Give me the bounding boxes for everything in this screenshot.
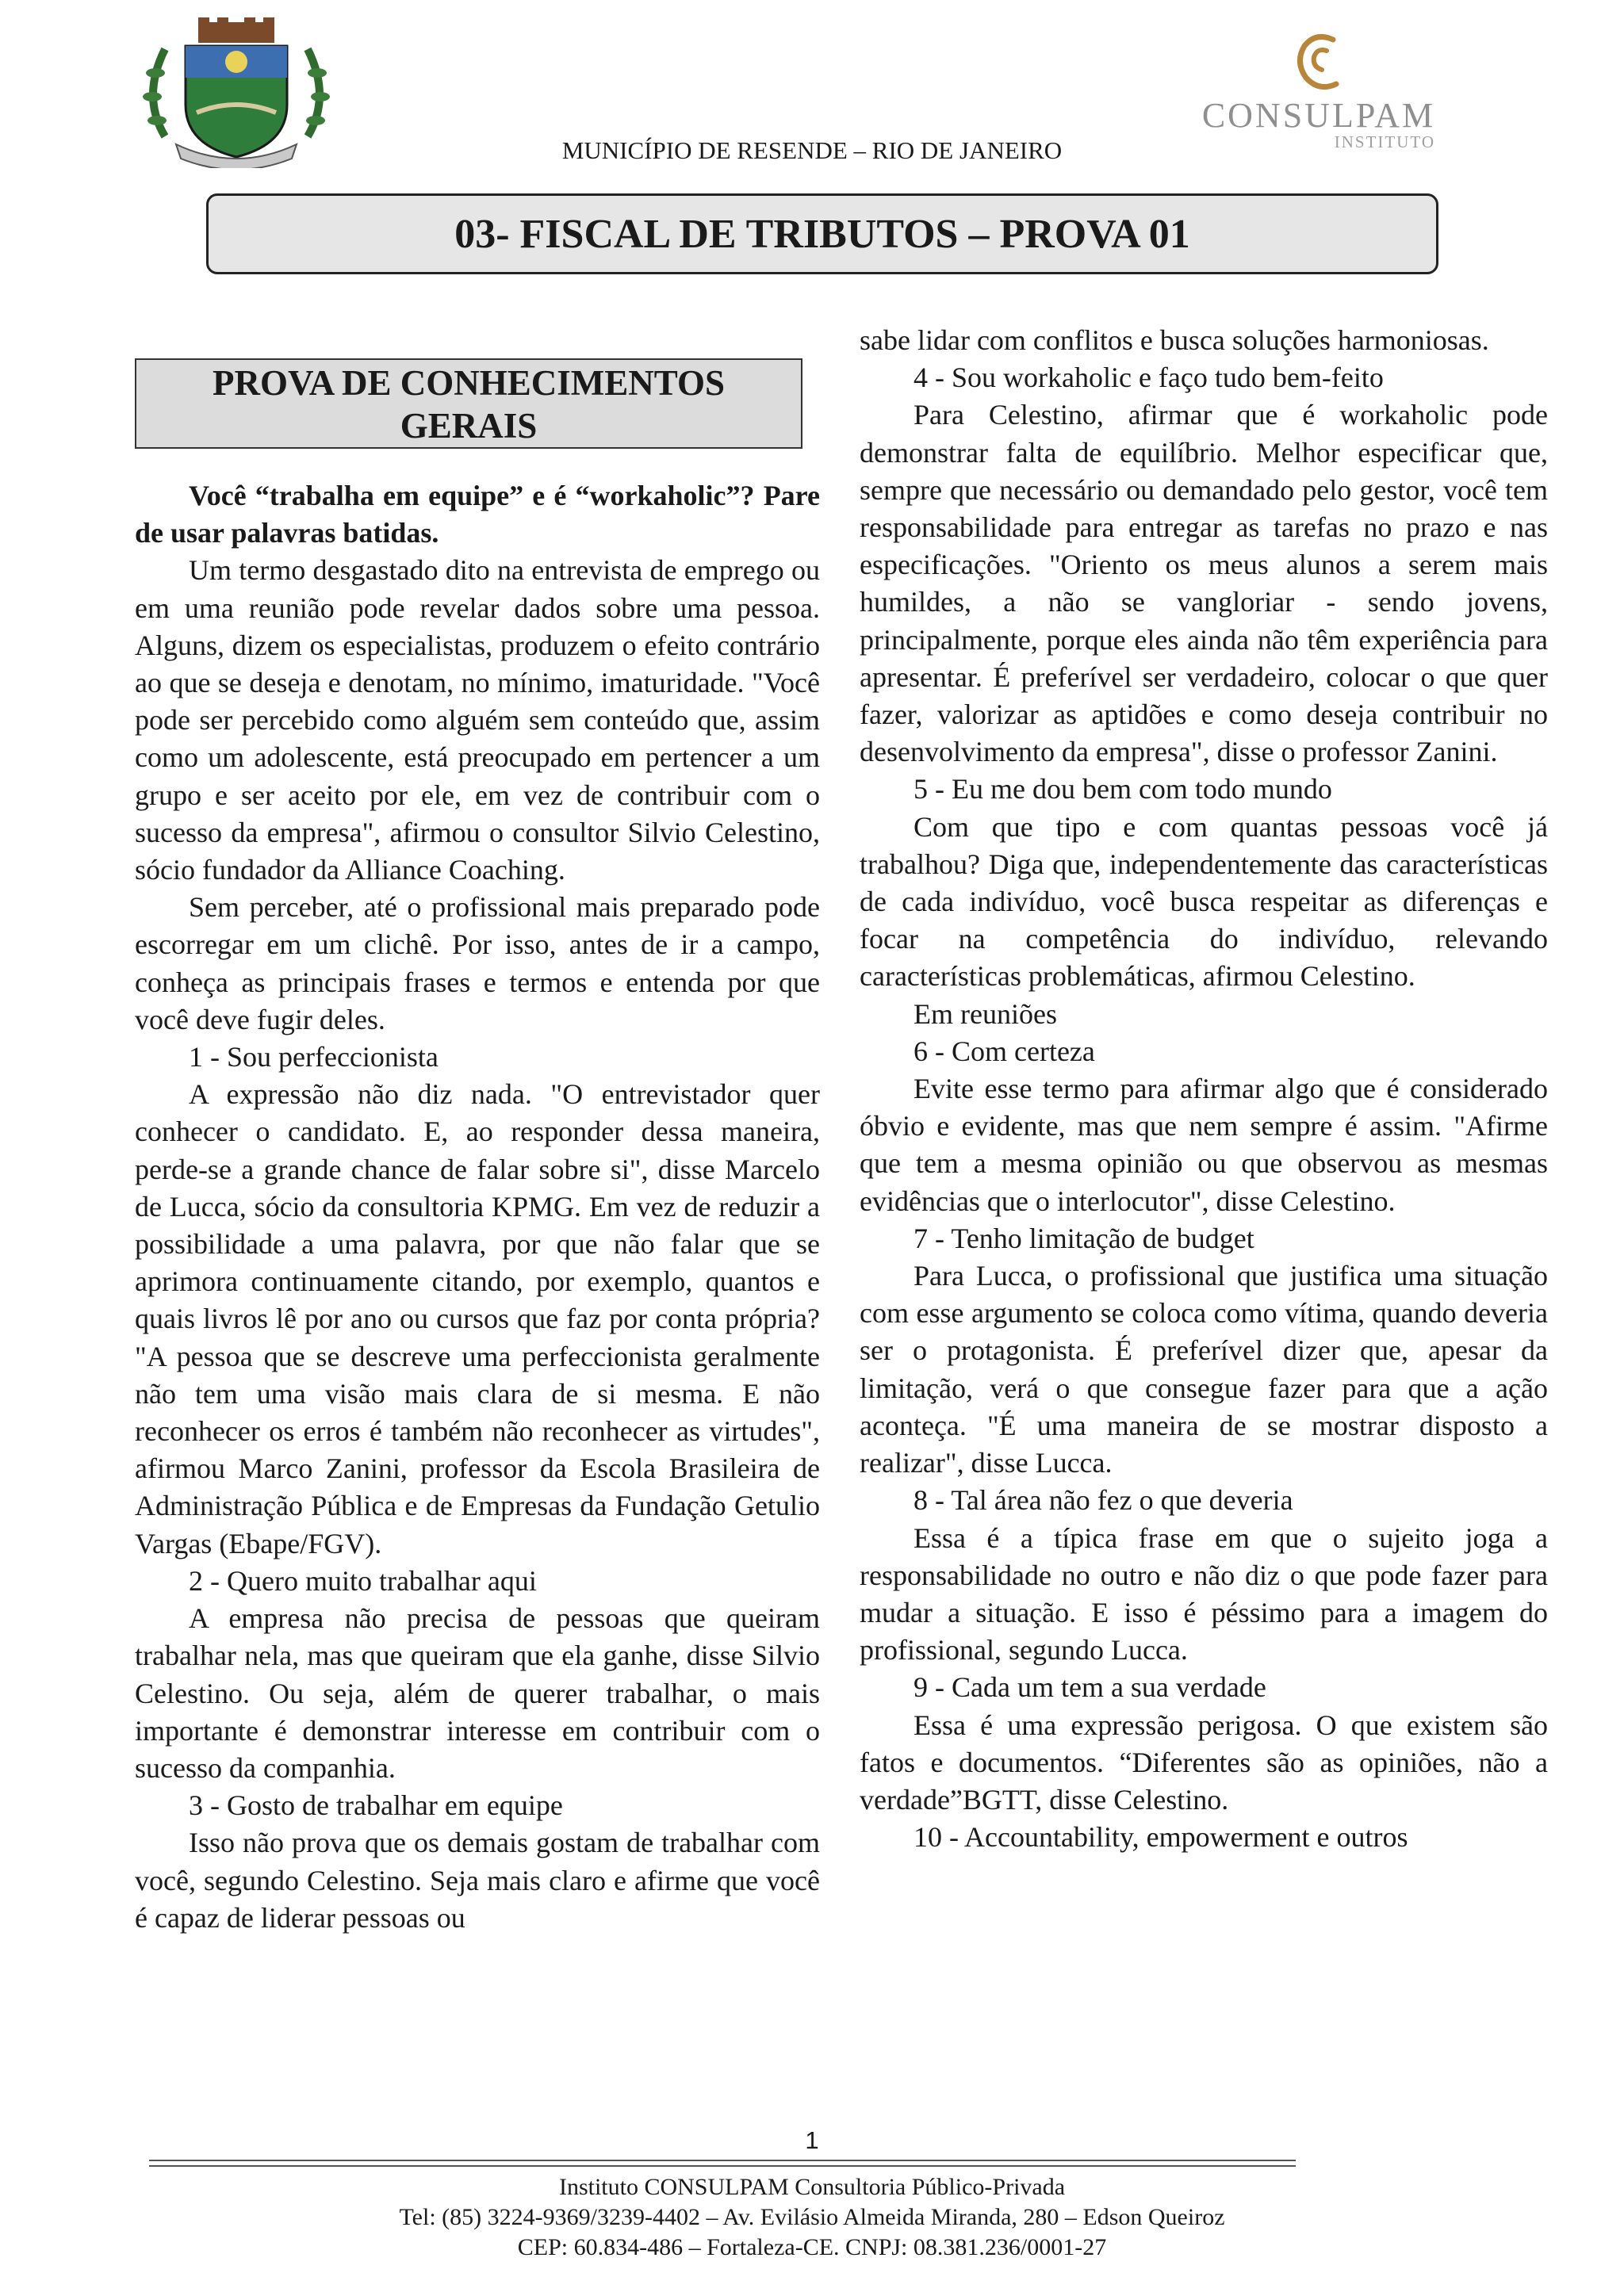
item-heading: 8 - Tal área não fez o que deveria <box>914 1484 1293 1517</box>
paragraph: Com que tipo e com quantas pessoas você já trabalhou? Diga que, independentemente das características de cada indivíduo, você busca respeitar as diferenças e focar na competência do indivíduo, relevando características problemáticas, afirmou Celestino. <box>860 810 1548 993</box>
text-column-right <box>860 322 1548 1856</box>
item-heading: 2 - Quero muito trabalhar aqui <box>189 1564 537 1597</box>
paragraph: Essa é uma expressão perigosa. O que existem são fatos e documentos. “Diferentes são as opiniões, não a verdade”BGTT, disse Celestino. <box>860 1709 1548 1816</box>
paragraph: Para Lucca, o profissional que justifica uma situação com esse argumento se coloca como vítima, quando deveria ser o protagonista. É preferível dizer que, apesar da limitação, verá o que consegue fazer para que a ação aconteça. "É uma maneira de se mostrar disposto a realizar", disse Lucca. <box>860 1260 1548 1479</box>
section-heading <box>135 358 802 449</box>
footer-line-1: Instituto CONSULPAM Consultoria Público-Privada <box>558 2174 1066 2200</box>
item-heading: 5 - Eu me dou bem com todo mundo <box>914 773 1332 806</box>
page-number: 1 <box>805 2126 819 2154</box>
footer <box>0 2172 1624 2263</box>
paragraph: A expressão não diz nada. "O entrevistador quer conhecer o candidato. E, ao responder dessa maneira, perde-se a grande chance de falar sobre si", disse Marcelo de Lucca, sócio da consultoria KPMG. Em vez de reduzir a possibilidade a uma palavra, por que não falar que se aprimora continuamente citando, por exemplo, quantos e quais livros lê por ano ou cursos que faz por conta própria? "A pessoa que se descreve uma perfeccionista geralmente não tem uma visão mais clara de si mesma. E não reconhecer os erros é também não reconhecer as virtudes", afirmou Marco Zanini, professor da Escola Brasileira de Administração Pública e de Empresas da Fundação Getulio Vargas (Ebape/FGV). <box>135 1078 820 1559</box>
footer-line-2: Tel: (85) 3224-9369/3239-4402 – Av. Evilásio Almeida Miranda, 280 – Edson Queiroz <box>399 2204 1225 2230</box>
paragraph: Isso não prova que os demais gostam de trabalhar com você, segundo Celestino. Seja mais claro e afirme que você é capaz de liderar pessoas ou <box>135 1827 820 1934</box>
brand-name: CONSULPAM <box>1201 96 1436 135</box>
item-heading: 1 - Sou perfeccionista <box>189 1041 439 1073</box>
paragraph: Sem perceber, até o profissional mais preparado pode escorregar em um clichê. Por isso, antes de ir a campo, conheça as principais frases e termos e entenda por que você deve fugir deles. <box>135 891 820 1035</box>
item-heading: 7 - Tenho limitação de budget <box>914 1222 1254 1254</box>
paragraph: Evite esse termo para afirmar algo que é considerado óbvio e evidente, mas que nem sempre é assim. "Afirme que tem a mesma opinião ou que observou as mesmas evidências que o interlocutor", disse Celestino. <box>860 1073 1548 1217</box>
footer-divider <box>149 2160 1296 2167</box>
section-heading-line1: PROVA DE CONHECIMENTOS <box>213 363 725 403</box>
item-heading: 10 - Accountability, empowerment e outros <box>914 1821 1408 1854</box>
consulpam-logo-icon <box>1287 29 1350 94</box>
text-column-left <box>135 477 820 1937</box>
item-heading: 9 - Cada um tem a sua verdade <box>914 1671 1266 1704</box>
item-heading: 6 - Com certeza <box>914 1035 1095 1067</box>
paragraph: Para Celestino, afirmar que é workaholic pode demonstrar falta de equilíbrio. Melhor especificar que, sempre que necessário ou demandado pelo gestor, você tem responsabilidade para entregar as tarefas no prazo e nas especificações. "Oriento os meus alunos a serem mais humildes, a não se vangloriar - sendo jovens, principalmente, porque eles ainda não têm experiência para apresentar. É preferível ser verdadeiro, colocar o que quer fazer, valorizar as aptidões e como deseja contribuir no desenvolvimento da empresa", disse o professor Zanini. <box>860 399 1548 768</box>
paragraph-continuation: sabe lidar com conflitos e busca soluções harmoniosas. <box>860 324 1489 356</box>
paragraph: A empresa não precisa de pessoas que queiram trabalhar nela, mas que queiram que ela ganhe, disse Silvio Celestino. Ou seja, além de querer trabalhar, o mais importante é demonstrar interesse em contribuir com o sucesso da companhia. <box>135 1602 820 1784</box>
municipality-heading: MUNICÍPIO DE RESENDE – RIO DE JANEIRO <box>561 136 1063 164</box>
article-headline: Você “trabalha em equipe” e é “workaholic”? Pare de usar palavras batidas. <box>135 480 820 549</box>
paragraph: Um termo desgastado dito na entrevista de emprego ou em uma reunião pode revelar dados sobre uma pessoa. Alguns, dizem os especialistas, produzem o efeito contrário ao que se deseja e denotam, no mínimo, imaturidade. "Você pode ser percebido como alguém sem conteúdo que, assim como um adolescente, está preocupado em pertencer a um grupo e ser aceito por ele, em vez de contribuir com o sucesso da empresa", afirmou o consultor Silvio Celestino, sócio fundador da Alliance Coaching. <box>135 554 820 886</box>
section-heading-line2: GERAIS <box>400 406 538 446</box>
item-heading: 3 - Gosto de trabalhar em equipe <box>189 1789 563 1822</box>
subsection-heading: Em reuniões <box>914 997 1057 1030</box>
item-heading: 4 - Sou workaholic e faço tudo bem-feito <box>914 362 1384 394</box>
paragraph: Essa é a típica frase em que o sujeito joga a responsabilidade no outro e não diz o que pode fazer para mudar a situação. E isso é péssimo para a imagem do profissional, segundo Lucca. <box>860 1521 1548 1667</box>
exam-title: 03- FISCAL DE TRIBUTOS – PROVA 01 <box>206 193 1438 274</box>
footer-line-3: CEP: 60.834-486 – Fortaleza-CE. CNPJ: 08.381.236/0001-27 <box>517 2234 1107 2260</box>
brand-subtitle: INSTITUTO <box>1334 132 1435 151</box>
